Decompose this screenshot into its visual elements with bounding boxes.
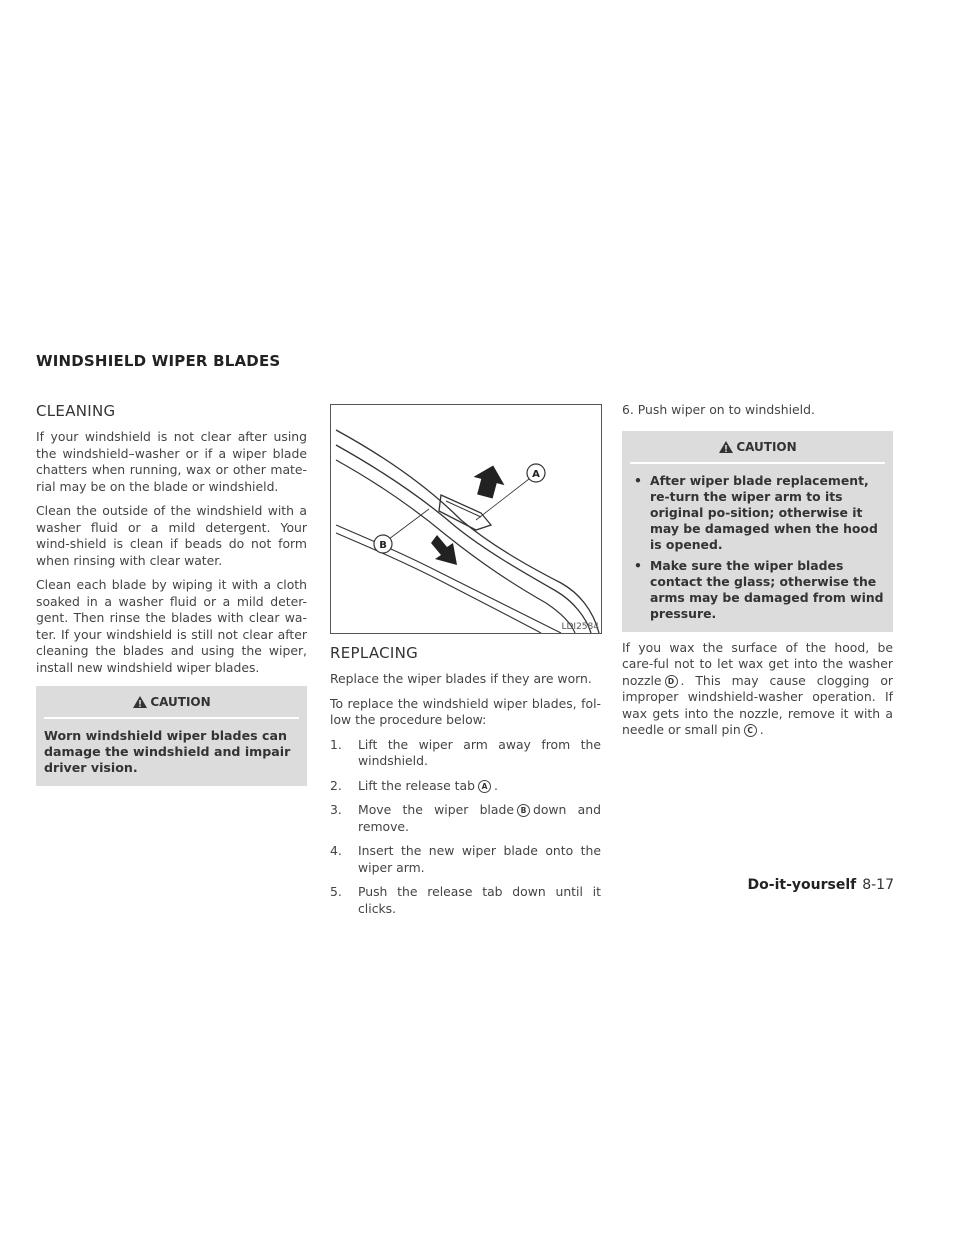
wax-text-1: If you wax the surface of the hood, be care-ful not to let wax get into the washer nozzle [622, 639, 893, 688]
cleaning-paragraph-1: If your windshield is not clear after using the windshield–washer or if a wiper blade chatters when running, wax or other mate-rial may be on the blade or windshield. [36, 429, 307, 494]
step-text: Move the wiper blade [358, 802, 514, 817]
notes-column [622, 402, 893, 747]
replacing-paragraph-2: To replace the windshield wiper blades, fol-low the procedure below: [330, 695, 601, 727]
wax-text-3: . [759, 722, 764, 737]
figure-label-b: B [379, 540, 387, 551]
step-number: 2. [330, 777, 342, 793]
figure-label-a: A [532, 469, 540, 480]
figure-code: LDI2584 [561, 622, 599, 632]
caution-text: Worn windshield wiper blades can damage the windshield and impair driver vision. [44, 728, 291, 775]
replacing-heading: REPLACING [330, 644, 419, 662]
step-text: Insert the new wiper blade onto the wiper arm. [358, 843, 601, 875]
marker-b: B [517, 804, 530, 817]
cleaning-paragraph-2: Clean the outside of the windshield with a washer fluid or a mild detergent. Your wind-shield is clean if beads do not form when rinsing with clear water. [36, 503, 307, 568]
page-number: 8-17 [862, 877, 894, 893]
step-number: 5. [330, 884, 342, 899]
caution-label-2: CAUTION [736, 439, 797, 454]
caution-bullet-1: • After wiper blade replacement, re-turn the wiper arm to its original po-sition; otherwise it may be damaged when the hood is opened. [634, 472, 878, 552]
bullet-text: Make sure the wiper blades contact the glass; otherwise the arms may be damaged from wind pressure. [650, 557, 884, 621]
caution-header [44, 693, 299, 719]
page-footer [748, 877, 894, 893]
step-2 [330, 778, 601, 795]
step-3 [330, 802, 601, 835]
step-text: Lift the wiper arm away from the windshield. [358, 736, 601, 768]
wax-paragraph [622, 640, 893, 739]
step-6: 6. Push wiper on to windshield. [622, 402, 815, 417]
cleaning-paragraph-3: Clean each blade by wiping it with a cloth soaked in a washer fluid or a mild deter-gent. Then rinse the blades with clear wa-ter. If your windshield is still not clear after cleaning the blades and using the wiper, install new windshield wiper blades. [36, 577, 307, 675]
caution-box [36, 686, 307, 786]
step-text-end: . [494, 777, 498, 793]
caution-label: CAUTION [150, 695, 211, 709]
bullet-text: After wiper blade replacement, re-turn the wiper arm to its original po-sition; otherwise it may be damaged when the hood is opened. [650, 472, 878, 552]
caution-bullets [630, 464, 885, 622]
step-text: Push the release tab down until it clicks. [358, 884, 601, 916]
step-number: 1. [330, 736, 342, 752]
caution-box-2 [622, 431, 893, 632]
step-1 [330, 737, 601, 770]
caution-header-2 [630, 438, 885, 464]
wiper-figure [330, 404, 602, 634]
marker-c: C [744, 724, 757, 737]
wax-text-2: . This may cause clogging or improper windshield-washer operation. If wax gets into the nozzle, remove it with a needle or small pin [622, 672, 893, 737]
cleaning-heading: CLEANING [36, 402, 116, 420]
step-number: 3. [330, 802, 342, 817]
marker-a: A [478, 780, 491, 793]
caution-bullet-2: • Make sure the wiper blades contact the glass; otherwise the arms may be damaged from wind pressure. [634, 557, 884, 621]
warning-icon [718, 440, 734, 454]
warning-icon [132, 695, 148, 709]
marker-d: D [665, 675, 678, 688]
replacing-column [330, 404, 601, 925]
step-4 [330, 843, 601, 876]
wiper-blade-illustration [331, 405, 601, 633]
cleaning-column [36, 402, 307, 786]
step-text: Lift the release tab [358, 777, 475, 793]
step-5 [330, 884, 601, 917]
replacing-paragraph-1: Replace the wiper blades if they are worn. [330, 671, 592, 686]
section-title: WINDSHIELD WIPER BLADES [36, 352, 281, 370]
step-number: 4. [330, 843, 342, 858]
step-text-end: down and remove. [358, 802, 601, 834]
footer-section: Do-it-yourself [747, 877, 857, 893]
